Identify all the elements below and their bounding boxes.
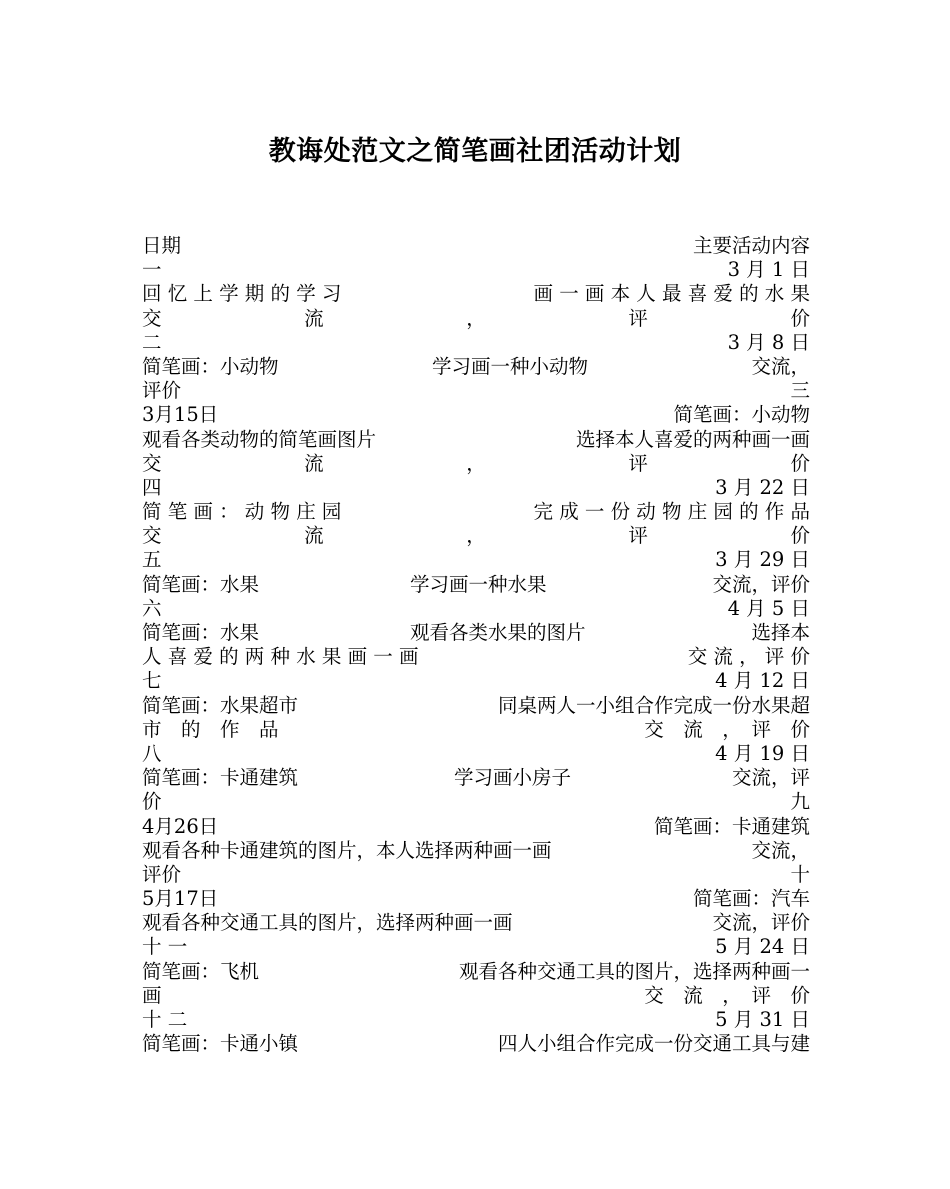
text-fragment: 选择本 <box>751 621 810 644</box>
text-line <box>142 282 810 306</box>
text-line <box>142 815 810 839</box>
text-line <box>142 331 810 355</box>
text-fragment: 4 月 5 日 <box>727 596 810 620</box>
text-line <box>142 548 810 572</box>
text-fragment: 七 <box>142 669 162 693</box>
text-fragment: 5 月 24 日 <box>715 935 810 959</box>
text-line <box>142 694 810 718</box>
text-fragment: 流 <box>304 524 324 548</box>
text-line <box>142 476 810 500</box>
text-line <box>142 742 810 766</box>
text-fragment: 交流，评 <box>731 766 810 790</box>
text-line <box>142 307 810 331</box>
text-line <box>142 621 810 645</box>
text-line <box>142 984 810 1008</box>
text-fragment: 二 <box>142 330 162 354</box>
text-fragment: 日期 <box>142 234 182 257</box>
text-fragment: 交流，评价 <box>712 911 810 935</box>
text-fragment: ， <box>466 451 486 475</box>
text-line <box>142 500 810 524</box>
text-line <box>142 234 810 258</box>
text-fragment: 交 <box>142 306 162 330</box>
text-line <box>142 863 810 887</box>
text-fragment: 简笔画：卡通建筑 <box>142 766 299 790</box>
page-title: 教诲处范文之简笔画社团活动计划 <box>268 136 682 167</box>
text-line <box>142 1008 810 1032</box>
plan-body <box>142 234 810 1056</box>
text-fragment: 九 <box>790 790 810 814</box>
text-fragment: 3 月 1 日 <box>727 258 810 282</box>
text-fragment: 3 月 22 日 <box>715 475 810 499</box>
text-line <box>142 911 810 935</box>
text-fragment: 观看各种交通工具的图片，选择两种画一画 <box>142 911 513 935</box>
text-fragment: 一 <box>142 258 162 282</box>
text-fragment: 交 流 ， 评 价 <box>644 983 810 1007</box>
text-fragment: 交 <box>142 451 162 475</box>
text-fragment: 价 <box>790 524 810 548</box>
text-fragment: 交 <box>142 524 162 548</box>
text-line <box>142 524 810 548</box>
text-line <box>142 573 810 597</box>
text-fragment: 评 <box>628 524 648 548</box>
text-fragment: 评价 <box>142 862 182 886</box>
text-fragment: 4 月 12 日 <box>715 669 810 693</box>
text-line <box>142 452 810 476</box>
text-fragment: 3 月 29 日 <box>715 548 810 572</box>
text-fragment: 观看各类动物的简笔画图片 <box>142 427 377 451</box>
text-line <box>142 597 810 621</box>
text-fragment: 观看各类水果的图片 <box>410 621 586 644</box>
text-line <box>142 1032 810 1056</box>
text-fragment: 回 忆 上 学 期 的 学 习 <box>142 282 342 306</box>
text-fragment: 价 <box>790 451 810 475</box>
text-line <box>142 935 810 959</box>
text-fragment: 观看各种交通工具的图片，选择两种画一 <box>458 959 810 983</box>
text-fragment: 三 <box>790 379 810 403</box>
text-fragment: 3 月 8 日 <box>727 330 810 354</box>
text-line <box>142 645 810 669</box>
text-fragment: 4月26日 <box>142 814 219 838</box>
text-fragment: 十 一 <box>142 935 188 959</box>
text-fragment: 学习画一种小动物 <box>432 354 589 378</box>
text-line <box>142 839 810 863</box>
text-line <box>142 887 810 911</box>
text-line <box>142 428 810 452</box>
text-fragment: 交流， <box>751 354 810 378</box>
text-fragment: 评 <box>628 306 648 330</box>
text-fragment: 评价 <box>142 379 182 403</box>
text-fragment: 五 <box>142 548 162 572</box>
text-fragment: 简笔画：水果超市 <box>142 693 299 717</box>
text-fragment: 3月15日 <box>142 403 219 427</box>
text-fragment: 六 <box>142 596 162 620</box>
text-fragment: 交流，评价 <box>712 572 810 596</box>
text-line <box>142 669 810 693</box>
text-fragment: 价 <box>790 306 810 330</box>
text-fragment: 十 二 <box>142 1008 188 1031</box>
text-line <box>142 379 810 403</box>
text-fragment: 简笔画：卡通建筑 <box>653 814 810 838</box>
text-fragment: 简笔画：汽车 <box>692 887 810 911</box>
text-fragment: 流 <box>304 306 324 330</box>
text-line <box>142 258 810 282</box>
text-fragment: 主要活动内容 <box>692 234 810 257</box>
text-fragment: ， <box>466 306 486 330</box>
text-fragment: 观看各种卡通建筑的图片，本人选择两种画一画 <box>142 838 552 862</box>
text-fragment: 学习画一种水果 <box>410 572 547 596</box>
text-fragment: 5月17日 <box>142 887 219 911</box>
text-line <box>142 718 810 742</box>
text-fragment: 画 <box>142 983 162 1007</box>
text-fragment: 交 流 ， 评 价 <box>644 717 810 741</box>
text-fragment: 学习画小房子 <box>454 766 572 790</box>
text-fragment: 流 <box>304 451 324 475</box>
text-line <box>142 403 810 427</box>
text-fragment: 市 的 作 品 <box>142 717 279 741</box>
text-fragment: 评 <box>628 451 648 475</box>
text-fragment: 价 <box>142 790 162 814</box>
text-fragment: 四人小组合作完成一份交通工具与建 <box>497 1032 810 1056</box>
text-line <box>142 355 810 379</box>
text-fragment: 选择本人喜爱的两种画一画 <box>575 427 810 451</box>
text-line <box>142 960 810 984</box>
text-fragment: 简笔画：小动物 <box>673 403 810 427</box>
text-fragment: ， <box>466 524 486 548</box>
text-fragment: 4 月 19 日 <box>715 741 810 765</box>
text-fragment: 同桌两人一小组合作完成一份水果超 <box>497 693 810 717</box>
text-fragment: 交流， <box>751 838 810 862</box>
text-fragment: 简笔画：水果 <box>142 621 260 644</box>
text-fragment: 简笔画：水果 <box>142 572 260 596</box>
text-fragment: 八 <box>142 741 162 765</box>
text-fragment: 简笔画：小动物 <box>142 354 279 378</box>
text-fragment: 简笔画：飞机 <box>142 959 260 983</box>
text-fragment: 5 月 31 日 <box>715 1008 810 1031</box>
text-fragment: 画 一 画 本 人 最 喜 爱 的 水 果 <box>533 282 810 306</box>
text-fragment: 简 笔 画 ： 动 物 庄 园 <box>142 500 342 524</box>
text-line <box>142 766 810 790</box>
text-fragment: 十 <box>790 862 810 886</box>
text-fragment: 四 <box>142 475 162 499</box>
text-fragment: 人 喜 爱 的 两 种 水 果 画 一 画 <box>142 645 419 669</box>
text-fragment: 简笔画：卡通小镇 <box>142 1032 299 1056</box>
text-fragment: 交 流 ， 评 价 <box>687 645 810 669</box>
text-fragment: 完 成 一 份 动 物 庄 园 的 作 品 <box>533 500 810 524</box>
text-line <box>142 790 810 814</box>
